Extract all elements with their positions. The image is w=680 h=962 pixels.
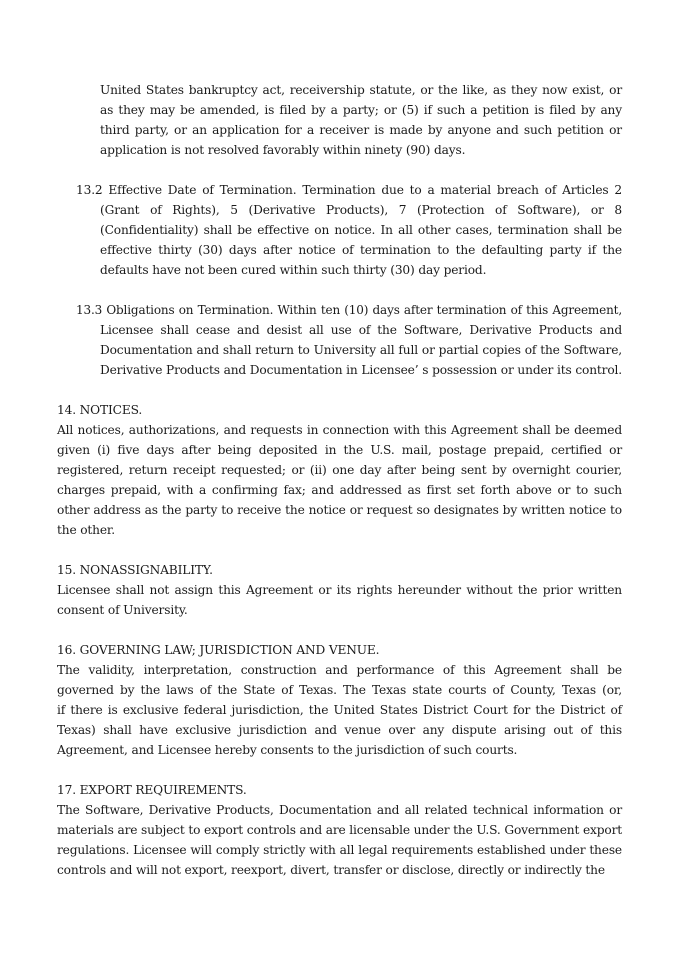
section-16-line: The validity, interpretation, construction and performance of this Agreement shall be xyxy=(57,663,622,677)
section-14-line: given (i) five days after being deposited in the U.S. mail, postage prepaid, certified or xyxy=(57,443,622,457)
section-17-line: materials are subject to export controls and are licensable under the U.S. Government export xyxy=(57,823,622,837)
clause-13-3-line: Derivative Products and Documentation in Licensee’ s possession or under its control. xyxy=(100,363,622,377)
clause-13-3-line: Licensee shall cease and desist all use of the Software, Derivative Products and xyxy=(100,323,622,337)
section-14-line: other address as the party to receive the notice or request so designates by written notice to xyxy=(57,503,622,517)
paragraph-line: as they may be amended, is filed by a party; or (5) if such a petition is filed by any xyxy=(100,103,622,117)
section-14-line: charges prepaid, with a confirming fax; and addressed as first set forth above or to such xyxy=(57,483,622,497)
section-16-line: if there is exclusive federal jurisdiction, the United States District Court for the District of xyxy=(57,703,622,717)
section-15-line: Licensee shall not assign this Agreement or its rights hereunder without the prior written xyxy=(57,583,622,597)
section-17-heading: 17. EXPORT REQUIREMENTS. xyxy=(57,783,247,797)
clause-13-2-line: (Grant of Rights), 5 (Derivative Products), 7 (Protection of Software), or 8 xyxy=(100,203,622,217)
clause-13-2-line: effective thirty (30) days after notice of termination to the defaulting party if the xyxy=(100,243,622,257)
section-16-line: governed by the laws of the State of Texas. The Texas state courts of County, Texas (or, xyxy=(57,683,622,697)
paragraph-line: application is not resolved favorably within ninety (90) days. xyxy=(100,143,466,157)
section-14-line: registered, return receipt requested; or (ii) one day after being sent by overnight courier, xyxy=(57,463,622,477)
section-16-line: Agreement, and Licensee hereby consents to the jurisdiction of such courts. xyxy=(57,743,518,757)
section-14-heading: 14. NOTICES. xyxy=(57,403,143,417)
section-17-line: controls and will not export, reexport, divert, transfer or disclose, directly or indirectly the xyxy=(57,863,605,877)
clause-13-2-line: defaults have not been cured within such thirty (30) day period. xyxy=(100,263,487,277)
clause-13-3-line: Documentation and shall return to University all full or partial copies of the Software, xyxy=(100,343,622,357)
paragraph-line: third party, or an application for a receiver is made by anyone and such petition or xyxy=(100,123,622,137)
section-14-line: the other. xyxy=(57,523,115,537)
section-16-heading: 16. GOVERNING LAW; JURISDICTION AND VENUE. xyxy=(57,643,380,657)
clause-13-2-line: (Confidentiality) shall be effective on notice. In all other cases, termination shall be xyxy=(100,223,622,237)
section-14-line: All notices, authorizations, and requests in connection with this Agreement shall be deemed xyxy=(57,423,622,437)
clause-13-3-line: 13.3 Obligations on Termination. Within ten (10) days after termination of this Agreement, xyxy=(76,303,622,317)
section-17-line: regulations. Licensee will comply strictly with all legal requirements established under these xyxy=(57,843,622,857)
clause-13-2-line: 13.2 Effective Date of Termination. Termination due to a material breach of Articles 2 xyxy=(76,183,622,197)
section-16-line: Texas) shall have exclusive jurisdiction and venue over any dispute arising out of this xyxy=(57,723,622,737)
section-17-line: The Software, Derivative Products, Documentation and all related technical information or xyxy=(57,803,622,817)
paragraph-line: United States bankruptcy act, receivership statute, or the like, as they now exist, or xyxy=(100,83,622,97)
section-15-heading: 15. NONASSIGNABILITY. xyxy=(57,563,213,577)
section-15-line: consent of University. xyxy=(57,603,188,617)
